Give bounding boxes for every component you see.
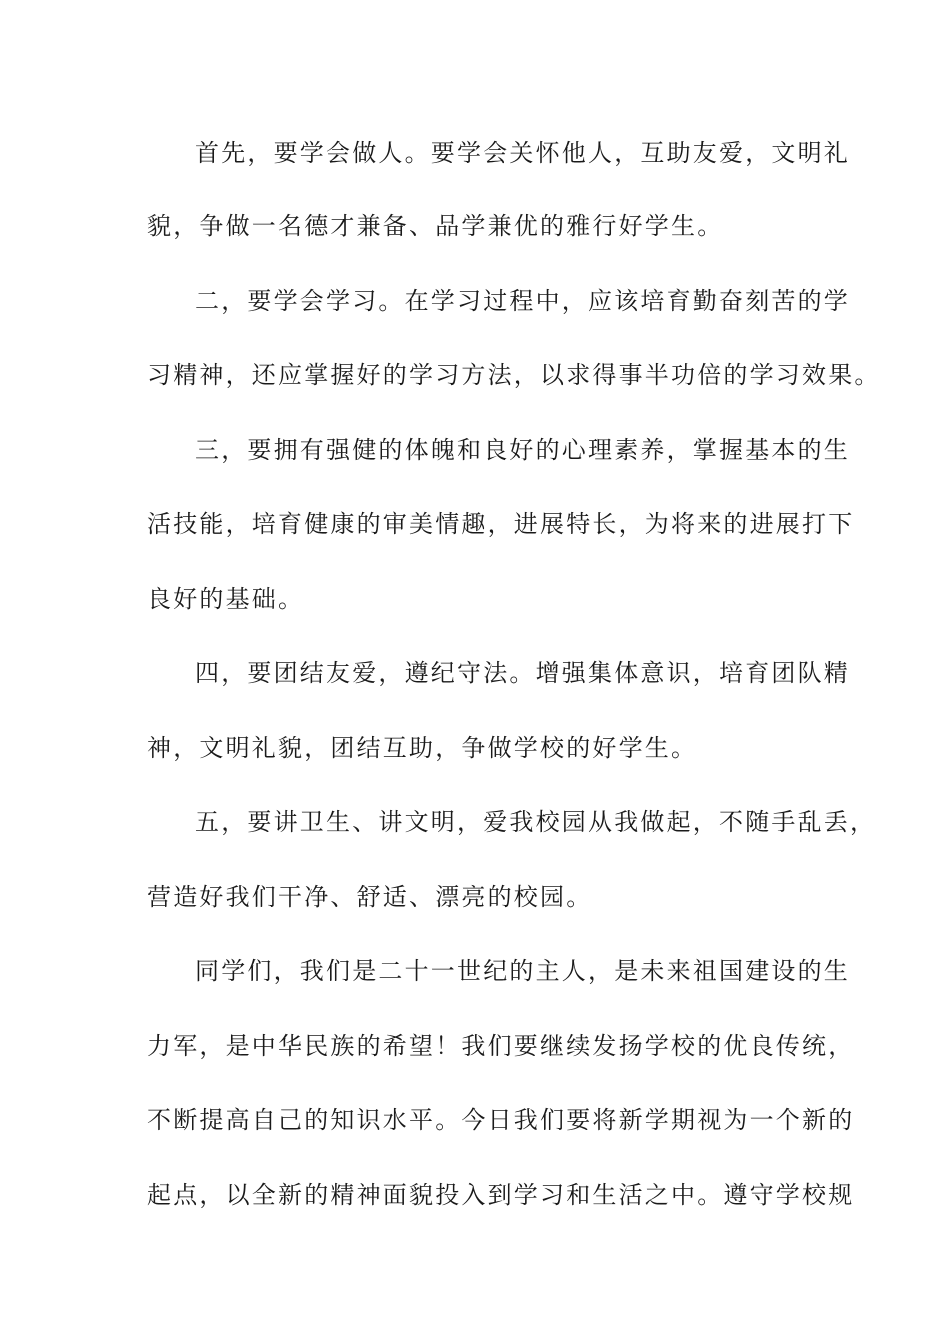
text-line: 首先，要学会做人。要学会关怀他人，互助友爱，文明礼 <box>195 139 850 167</box>
text-line: 同学们，我们是二十一世纪的主人，是未来祖国建设的生 <box>195 957 850 985</box>
text-line: 力军，是中华民族的希望！我们要继续发扬学校的优良传统， <box>147 1032 855 1060</box>
text-line: 神，文明礼貌，团结互助，争做学校的好学生。 <box>147 734 698 762</box>
text-line: 貌，争做一名德才兼备、品学兼优的雅行好学生。 <box>147 212 724 240</box>
text-line: 不断提高自己的知识水平。今日我们要将新学期视为一个新的 <box>147 1106 855 1134</box>
text-line: 营造好我们干净、舒适、漂亮的校园。 <box>147 883 593 911</box>
text-line: 三，要拥有强健的体魄和良好的心理素养，掌握基本的生 <box>195 436 850 464</box>
text-line: 五，要讲卫生、讲文明，爱我校园从我做起，不随手乱丢， <box>195 808 877 836</box>
text-line: 起点，以全新的精神面貌投入到学习和生活之中。遵守学校规 <box>147 1181 855 1209</box>
text-line: 习精神，还应掌握好的学习方法，以求得事半功倍的学习效果。 <box>147 361 881 389</box>
text-line: 四，要团结友爱，遵纪守法。增强集体意识，培育团队精 <box>195 659 850 687</box>
text-line: 活技能，培育健康的审美情趣，进展特长，为将来的进展打下 <box>147 510 855 538</box>
text-line: 良好的基础。 <box>147 585 305 613</box>
text-line: 二，要学会学习。在学习过程中，应该培育勤奋刻苦的学 <box>195 287 850 315</box>
